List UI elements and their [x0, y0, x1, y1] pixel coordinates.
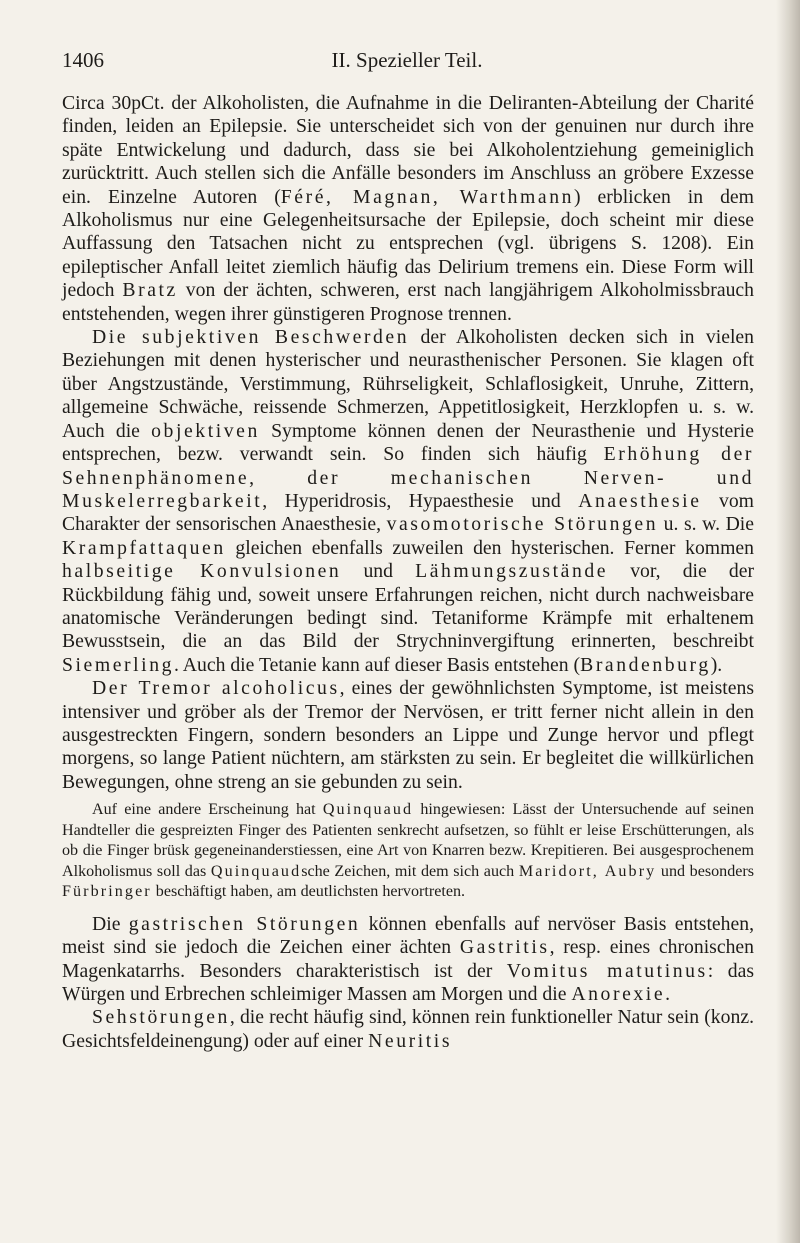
text-run: ) erblicken in dem Alkoholismus nur eine Gelegenheitsursache der Epilepsie, doch scheint mir diese Auffassung den Tatsachen nicht zu entsprechen (vgl. übrigens S. 1208). Ein epileptischer Anfall leitet ziemlich häufig das Delirium tremens ein. Diese Form will jedoch [62, 185, 754, 302]
emphasized-text: objektiven [151, 419, 260, 442]
text-run: und besonders [656, 862, 755, 880]
text-run: ). [710, 653, 723, 676]
running-title: II. Spezieller Teil. [331, 48, 483, 72]
emphasized-text: Féré, Magnan, Warthmann [280, 185, 575, 208]
emphasized-text: Maridort, Aubry [518, 862, 657, 880]
paragraph-p3 [62, 677, 754, 794]
paragraph-p2 [62, 326, 754, 677]
text-run: und [341, 560, 416, 583]
paragraph-p1 [62, 92, 754, 326]
emphasized-text: Fürbringer [62, 883, 152, 901]
emphasized-text: Der Tremor alcoholicus [92, 677, 340, 700]
text-run: , Hyperidrosis, Hypaesthesie und [262, 489, 579, 512]
emphasized-text: Gastritis [459, 936, 550, 959]
emphasized-text: Erhöhung der Sehnenphänomene, der mechanischen Nerven- und Muskelerregbarkeit [62, 443, 755, 512]
text-run: , eines der gewöhnlichsten Symptome, ist meistens intensiver und gröber als der Tremor der Nervösen, er tritt ferner nicht allein in den ausgestreckten Fingern, sondern besonders an Lippe und Zunge hervor und pflegt morgens, so lange Patient nüchtern, am stärksten zu sein. Er begleitet die willkürlichen Bewegungen, ohne streng an sie gebunden zu sein. [62, 677, 754, 793]
emphasized-text: Krampfattaquen [62, 536, 226, 559]
emphasized-text: Bratz [122, 279, 178, 302]
emphasized-text: vasomotorische Störungen [386, 513, 659, 536]
emphasized-text: Neuritis [368, 1029, 453, 1052]
emphasized-text: gastrischen Störungen [128, 912, 361, 935]
emphasized-text: Vomitus matutinus [506, 959, 708, 982]
emphasized-text: Siemerling [62, 653, 175, 676]
emphasized-text: Sehstörungen [92, 1006, 230, 1029]
text-run: hingewiesen: Lässt der Untersuchende auf seinen Handteller die gespreizten Finger des Patienten senkrecht aufsetzen, so fühlt er leise Erschütterungen, als ob die Finger brüsk gegeneinanderstiessen, eine Art von Knarren bezw. Krepitieren. Bei ausgesprochenem Alkoholismus soll das [62, 801, 755, 880]
text-run: . [665, 982, 671, 1005]
text-run: können ebenfalls auf nervöser Basis entstehen, meist sind sie jedoch die Zeichen einer ächten [62, 912, 755, 959]
text-run: Die [92, 912, 129, 935]
text-run: , die recht häufig sind, können rein funktioneller Natur sein (konz. Gesichtsfeldeinengung) oder auf einer [62, 1006, 754, 1052]
text-run: : das Würgen und Erbrechen schleimiger Massen am Morgen und die [62, 959, 754, 1005]
text-run: der Alkoholisten decken sich in vielen Beziehungen mit denen hysterischer und neurasthenischer Personen. Sie klagen oft über Angstzustände, Verstimmung, Rührseligkeit, Schlaflosigkeit, Unruhe, Zittern, allgemeine Schwäche, reissende Schmerzen, Appetitlosigkeit, Herzklopfen u. s. w. Auch die [62, 326, 754, 442]
page-edge-shadow [776, 0, 800, 1243]
paragraph-p6 [62, 1006, 754, 1053]
emphasized-text: Anaesthesie [578, 489, 702, 512]
running-header [62, 48, 752, 76]
text-run: vor, die der Rückbildung fähig und, soweit unsere Erfahrungen reichen, nicht durch nachweisbare anatomische Veränderungen bedingt sind. Tetaniforme Krämpfe mit erhaltenem Bewusstsein, die an das Bild der Strychninvergiftung erinnerten, beschreibt [62, 560, 754, 653]
text-run: von der ächten, schweren, erst nach langjährigem Alkoholmissbrauch entstehenden, wegen ihrer günstigeren Prognose trennen. [62, 279, 754, 325]
text-run: . Auch die Tetanie kann auf dieser Basis entstehen ( [174, 653, 581, 676]
text-run: sche Zeichen, mit dem sich auch [301, 862, 519, 880]
text-run: Symptome können denen der Neurasthenie und Hysterie entsprechen, bezw. verwandt sein. So finden sich häufig [62, 419, 754, 466]
text-run: , resp. eines chronischen Magenkatarrhs. Besonders charakteristisch ist der [62, 936, 754, 982]
text-run: Circa 30pCt. der Alkoholisten, die Aufnahme in die Deliranten-Abteilung der Charité finden, leiden an Epilepsie. Sie unterscheidet sich von der genuinen nur durch ihre späte Entwickelung und dadurch, dass sie bei Alkoholentziehung gemeiniglich zurücktritt. Auch stellen sich die Anfälle besonders im Anschluss an gröbere Exzesse ein. Einzelne Autoren ( [62, 92, 754, 208]
page-number: 1406 [62, 48, 104, 72]
text-run: Auf eine andere Erscheinung hat [92, 801, 323, 819]
text-run: beschäftigt haben, am deutlichsten hervortreten. [151, 883, 466, 901]
text-run: u. s. w. Die [658, 513, 755, 536]
paragraph-p5 [62, 913, 754, 1007]
emphasized-text: Lähmungszustände [415, 560, 609, 583]
emphasized-text: Brandenburg [580, 653, 711, 676]
emphasized-text: Quinquaud [322, 801, 414, 819]
body-text [62, 92, 754, 1053]
emphasized-text: Anorexie [571, 982, 666, 1005]
emphasized-text: halbseitige Konvulsionen [62, 560, 342, 583]
emphasized-text: Quinquaud [210, 862, 302, 880]
paragraph-p4 [62, 800, 754, 903]
text-run: gleichen ebenfalls zuweilen den hysterischen. Ferner kommen [225, 536, 754, 559]
text-run: vom Charakter der sensorischen Anaesthesie, [62, 489, 754, 536]
emphasized-text: Die subjektiven Beschwerden [92, 326, 410, 349]
